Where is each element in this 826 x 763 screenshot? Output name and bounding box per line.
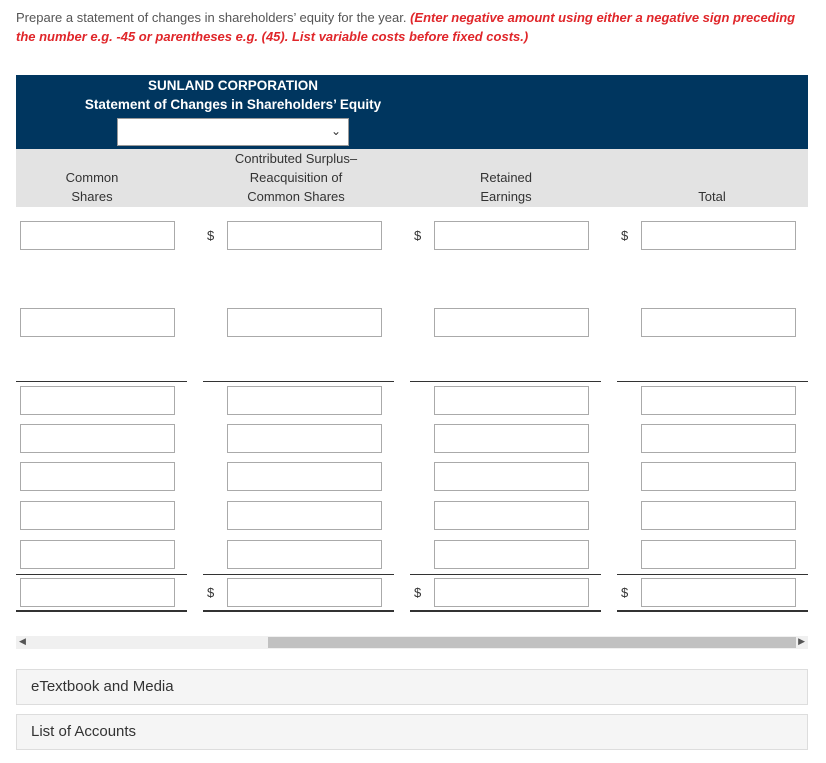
amount-input-contributed-surplus[interactable] <box>227 501 382 530</box>
dollar-sign: $ <box>207 585 215 600</box>
subtotal-rule <box>617 574 808 575</box>
col-header-retained-earnings: Retained Earnings <box>479 170 533 204</box>
amount-input-contributed-surplus[interactable] <box>227 424 382 453</box>
amount-input-total[interactable] <box>641 308 796 337</box>
dollar-sign: $ <box>414 228 422 243</box>
amount-input-total[interactable] <box>641 578 796 607</box>
amount-input-contributed-surplus[interactable] <box>227 308 382 337</box>
double-underline-rule <box>16 610 187 612</box>
instructions <box>16 8 816 46</box>
amount-input-retained-earnings[interactable] <box>434 578 589 607</box>
horizontal-scrollbar[interactable] <box>16 636 808 649</box>
amount-input-retained-earnings[interactable] <box>434 424 589 453</box>
amount-input-total[interactable] <box>641 221 796 250</box>
double-underline-rule <box>203 610 394 612</box>
amount-input-total[interactable] <box>641 462 796 491</box>
etextbook-media-label: eTextbook and Media <box>31 678 174 695</box>
amount-input-contributed-surplus[interactable] <box>227 386 382 415</box>
double-underline-rule <box>410 610 601 612</box>
instructions-text: Prepare a statement of changes in shareholders’ equity for the year. <box>16 10 411 25</box>
scroll-right-arrow-icon[interactable]: ▶ <box>798 636 805 646</box>
date-select[interactable] <box>117 118 349 146</box>
list-of-accounts-panel[interactable] <box>16 714 808 750</box>
col-header-common-shares: Common Shares <box>65 170 119 204</box>
amount-input-total[interactable] <box>641 424 796 453</box>
amount-input-common-shares[interactable] <box>20 540 175 569</box>
subtotal-rule <box>203 381 394 382</box>
company-name: SUNLAND CORPORATION <box>148 78 318 93</box>
amount-input-retained-earnings[interactable] <box>434 501 589 530</box>
amount-input-total[interactable] <box>641 501 796 530</box>
scroll-left-arrow-icon[interactable]: ◀ <box>19 636 26 646</box>
amount-input-common-shares[interactable] <box>20 501 175 530</box>
dollar-sign: $ <box>414 585 422 600</box>
amount-input-common-shares[interactable] <box>20 386 175 415</box>
subtotal-rule <box>16 381 187 382</box>
amount-input-contributed-surplus[interactable] <box>227 221 382 250</box>
amount-input-retained-earnings[interactable] <box>434 221 589 250</box>
subtotal-rule <box>410 381 601 382</box>
amount-input-common-shares[interactable] <box>20 221 175 250</box>
chevron-down-icon: ⌄ <box>330 124 341 138</box>
col-header-total: Total <box>698 189 726 204</box>
scrollbar-thumb[interactable] <box>268 637 796 648</box>
etextbook-media-panel[interactable] <box>16 669 808 705</box>
amount-input-common-shares[interactable] <box>20 462 175 491</box>
dollar-sign: $ <box>621 585 629 600</box>
amount-input-total[interactable] <box>641 386 796 415</box>
amount-input-total[interactable] <box>641 540 796 569</box>
amount-input-common-shares[interactable] <box>20 308 175 337</box>
amount-input-contributed-surplus[interactable] <box>227 540 382 569</box>
dollar-sign: $ <box>207 228 215 243</box>
amount-input-retained-earnings[interactable] <box>434 462 589 491</box>
statement-title: Statement of Changes in Shareholders’ Equity <box>84 97 382 112</box>
amount-input-retained-earnings[interactable] <box>434 540 589 569</box>
amount-input-retained-earnings[interactable] <box>434 308 589 337</box>
list-of-accounts-label: List of Accounts <box>31 723 137 740</box>
subtotal-rule <box>617 381 808 382</box>
instructions-emphasis: (Enter negative amount using either a negative sign preceding the number e.g. -45 or parentheses e.g. (45). List variable costs before fixed costs.) <box>16 10 796 44</box>
dollar-sign: $ <box>621 228 629 243</box>
amount-input-contributed-surplus[interactable] <box>227 578 382 607</box>
amount-input-retained-earnings[interactable] <box>434 386 589 415</box>
double-underline-rule <box>617 610 808 612</box>
amount-input-common-shares[interactable] <box>20 424 175 453</box>
col-header-contributed-surplus: Contributed Surplus– Reacquisition of Common Shares <box>234 151 358 204</box>
subtotal-rule <box>16 574 187 575</box>
subtotal-rule <box>203 574 394 575</box>
subtotal-rule <box>410 574 601 575</box>
column-headers <box>16 149 808 207</box>
amount-input-common-shares[interactable] <box>20 578 175 607</box>
statement-header <box>16 75 808 149</box>
amount-input-contributed-surplus[interactable] <box>227 462 382 491</box>
